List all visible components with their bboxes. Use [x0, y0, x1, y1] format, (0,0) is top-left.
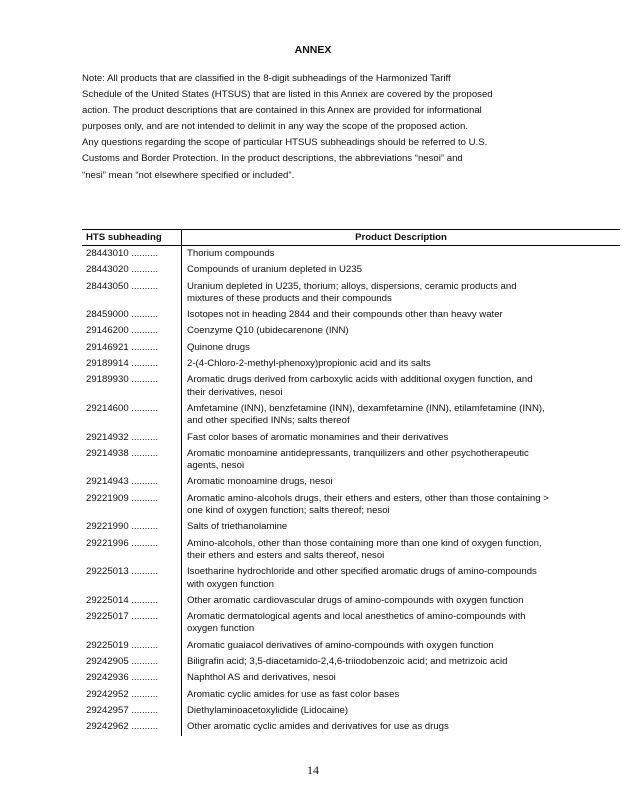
hts-code: 29189914 ..........: [82, 356, 182, 372]
description-line: Amfetamine (INN), benzfetamine (INN), dexamfetamine (INN), etilamfetamine (INN),: [187, 402, 545, 414]
hts-code: 28459000 ..........: [82, 307, 182, 323]
table-header-row: [82, 230, 620, 246]
table-row: [82, 246, 620, 263]
table-row: [82, 536, 620, 565]
table-row: [82, 609, 620, 638]
description-line: Aromatic dermatological agents and local anesthetics of amino-compounds with: [187, 611, 526, 623]
description-line: their ethers and esters and salts thereof, nesoi: [187, 549, 385, 561]
description-line: Aromatic cyclic amides for use as fast color bases: [187, 688, 400, 700]
page-number: 14: [307, 763, 319, 777]
description-line: Amino-alcohols, other than those containing more than one kind of oxygen function,: [187, 537, 542, 549]
table-row: [82, 519, 620, 535]
product-description: [182, 593, 621, 609]
description-line: agents, nesoi: [187, 460, 245, 472]
note-line: “nesi” mean “not elsewhere specified or included”.: [82, 169, 295, 181]
table-row: [82, 430, 620, 446]
product-description: [182, 279, 621, 308]
description-line: with oxygen function: [187, 578, 274, 590]
product-description: [182, 262, 621, 278]
table-row: [82, 340, 620, 356]
table-row: [82, 719, 620, 735]
product-description: [182, 356, 621, 372]
description-line: Other aromatic cyclic amides and derivatives for use as drugs: [187, 721, 449, 733]
description-line: Aromatic guaiacol derivatives of amino-compounds with oxygen function: [187, 639, 494, 651]
description-line: Aromatic monoamine drugs, nesoi: [187, 476, 333, 488]
description-line: mixtures of these products and their compounds: [187, 292, 392, 304]
description-line: Isotopes not in heading 2844 and their compounds other than heavy water: [187, 309, 503, 321]
table-row: [82, 670, 620, 686]
product-description: [182, 446, 621, 475]
table-row: [82, 356, 620, 372]
product-description: [182, 719, 621, 735]
table-row: [82, 401, 620, 430]
description-line: Biligrafin acid; 3,5-diacetamido-2,4,6-triiodobenzoic acid; and metrizoic acid: [187, 656, 508, 668]
table-row: [82, 262, 620, 278]
note-line: Note: All products that are classified in the 8-digit subheadings of the Harmonized Tariff: [82, 73, 451, 84]
description-line: and other specified INNs; salts thereof: [187, 415, 350, 427]
product-description: [182, 703, 621, 719]
description-line: Diethylaminoacetoxylidide (Lidocaine): [187, 704, 349, 716]
product-description: [182, 536, 621, 565]
description-line: Aromatic monoamine antidepressants, tranquilizers and other psychotherapeutic: [187, 447, 529, 459]
product-description: [182, 246, 621, 263]
product-description-header: Product Description: [182, 230, 621, 246]
hts-code: 28443010 ..........: [82, 246, 182, 263]
product-description: [182, 670, 621, 686]
description-line: Compounds of uranium depleted in U235: [187, 264, 362, 276]
hts-code: 29225013 ..........: [82, 564, 182, 593]
hts-table: [82, 229, 620, 736]
hts-code: 29146200 ..........: [82, 323, 182, 339]
hts-code: 29146921 ..........: [82, 340, 182, 356]
table-row: [82, 687, 620, 703]
hts-code: 29242952 ..........: [82, 687, 182, 703]
hts-code: 29225017 ..........: [82, 609, 182, 638]
table-row: [82, 564, 620, 593]
description-line: Fast color bases of aromatic monamines and their derivatives: [187, 431, 449, 443]
description-line: 2-(4-Chloro-2-methyl-phenoxy)propionic acid and its salts: [187, 358, 431, 370]
description-line: Salts of triethanolamine: [187, 521, 288, 533]
description-line: their derivatives, nesoi: [187, 386, 283, 398]
product-description: [182, 491, 621, 520]
description-line: oxygen function: [187, 623, 255, 635]
description-line: Naphthol AS and derivatives, nesoi: [187, 672, 336, 684]
table-row: [82, 491, 620, 520]
hts-code: 29242936 ..........: [82, 670, 182, 686]
hts-code: 28443050 ..........: [82, 279, 182, 308]
product-description: [182, 609, 621, 638]
note-line: Customs and Border Protection. In the product descriptions, the abbreviations “nesoi” and: [82, 153, 463, 165]
annex-title: ANNEX: [294, 44, 332, 56]
table-row: [82, 654, 620, 670]
hts-code: 29221996 ..........: [82, 536, 182, 565]
table-row: [82, 474, 620, 490]
hts-code: 29189930 ..........: [82, 372, 182, 401]
note-line: purposes only, and are not intended to delimit in any way the scope of the proposed action.: [82, 121, 468, 133]
product-description: [182, 401, 621, 430]
description-line: one kind of oxygen function; salts thereof; nesoi: [187, 505, 390, 517]
product-description: [182, 474, 621, 490]
note-line: Schedule of the United States (HTSUS) that are listed in this Annex are covered by the proposed: [82, 89, 493, 101]
hts-code: 29225014 ..........: [82, 593, 182, 609]
hts-code: 29221990 ..........: [82, 519, 182, 535]
table-row: [82, 323, 620, 339]
description-line: Thorium compounds: [187, 248, 275, 259]
product-description: [182, 687, 621, 703]
description-line: Quinone drugs: [187, 341, 250, 353]
hts-code: 29214932 ..........: [82, 430, 182, 446]
note-line: action. The product descriptions that are contained in this Annex are provided for informational: [82, 105, 482, 117]
note-line: Any questions regarding the scope of particular HTSUS subheadings should be referred to U.S.: [82, 137, 488, 149]
description-line: Aromatic amino-alcohols drugs, their ethers and esters, other than those containing >: [187, 492, 549, 504]
product-description: [182, 307, 621, 323]
product-description: [182, 323, 621, 339]
description-line: Isoetharine hydrochloride and other specified aromatic drugs of amino-compounds: [187, 566, 537, 578]
description-line: Coenzyme Q10 (ubidecarenone (INN): [187, 325, 349, 337]
table-row: [82, 372, 620, 401]
product-description: [182, 654, 621, 670]
description-line: Aromatic drugs derived from carboxylic acids with additional oxygen function, and: [187, 374, 533, 386]
product-description: [182, 372, 621, 401]
table-body: [82, 246, 620, 736]
product-description: [182, 430, 621, 446]
table-row: [82, 279, 620, 308]
hts-code: 29242905 ..........: [82, 654, 182, 670]
description-line: Other aromatic cardiovascular drugs of amino-compounds with oxygen function: [187, 594, 524, 606]
hts-code: 29221909 ..........: [82, 491, 182, 520]
hts-code: 29242957 ..........: [82, 703, 182, 719]
product-description: [182, 638, 621, 654]
product-description: [182, 564, 621, 593]
hts-subheading-header: HTS subheading: [82, 230, 182, 246]
hts-code: 29214600 ..........: [82, 401, 182, 430]
hts-code: 28443020 ..........: [82, 262, 182, 278]
product-description: [182, 340, 621, 356]
hts-code: 29242962 ..........: [82, 719, 182, 735]
hts-code: 29225019 ..........: [82, 638, 182, 654]
hts-code: 29214943 ..........: [82, 474, 182, 490]
table-row: [82, 446, 620, 475]
table-row: [82, 703, 620, 719]
table-row: [82, 638, 620, 654]
table-row: [82, 593, 620, 609]
description-line: Uranium depleted in U235, thorium; alloys, dispersions, ceramic products and: [187, 280, 517, 292]
annex-note: [82, 71, 557, 184]
hts-code: 29214938 ..........: [82, 446, 182, 475]
product-description: [182, 519, 621, 535]
table-row: [82, 307, 620, 323]
